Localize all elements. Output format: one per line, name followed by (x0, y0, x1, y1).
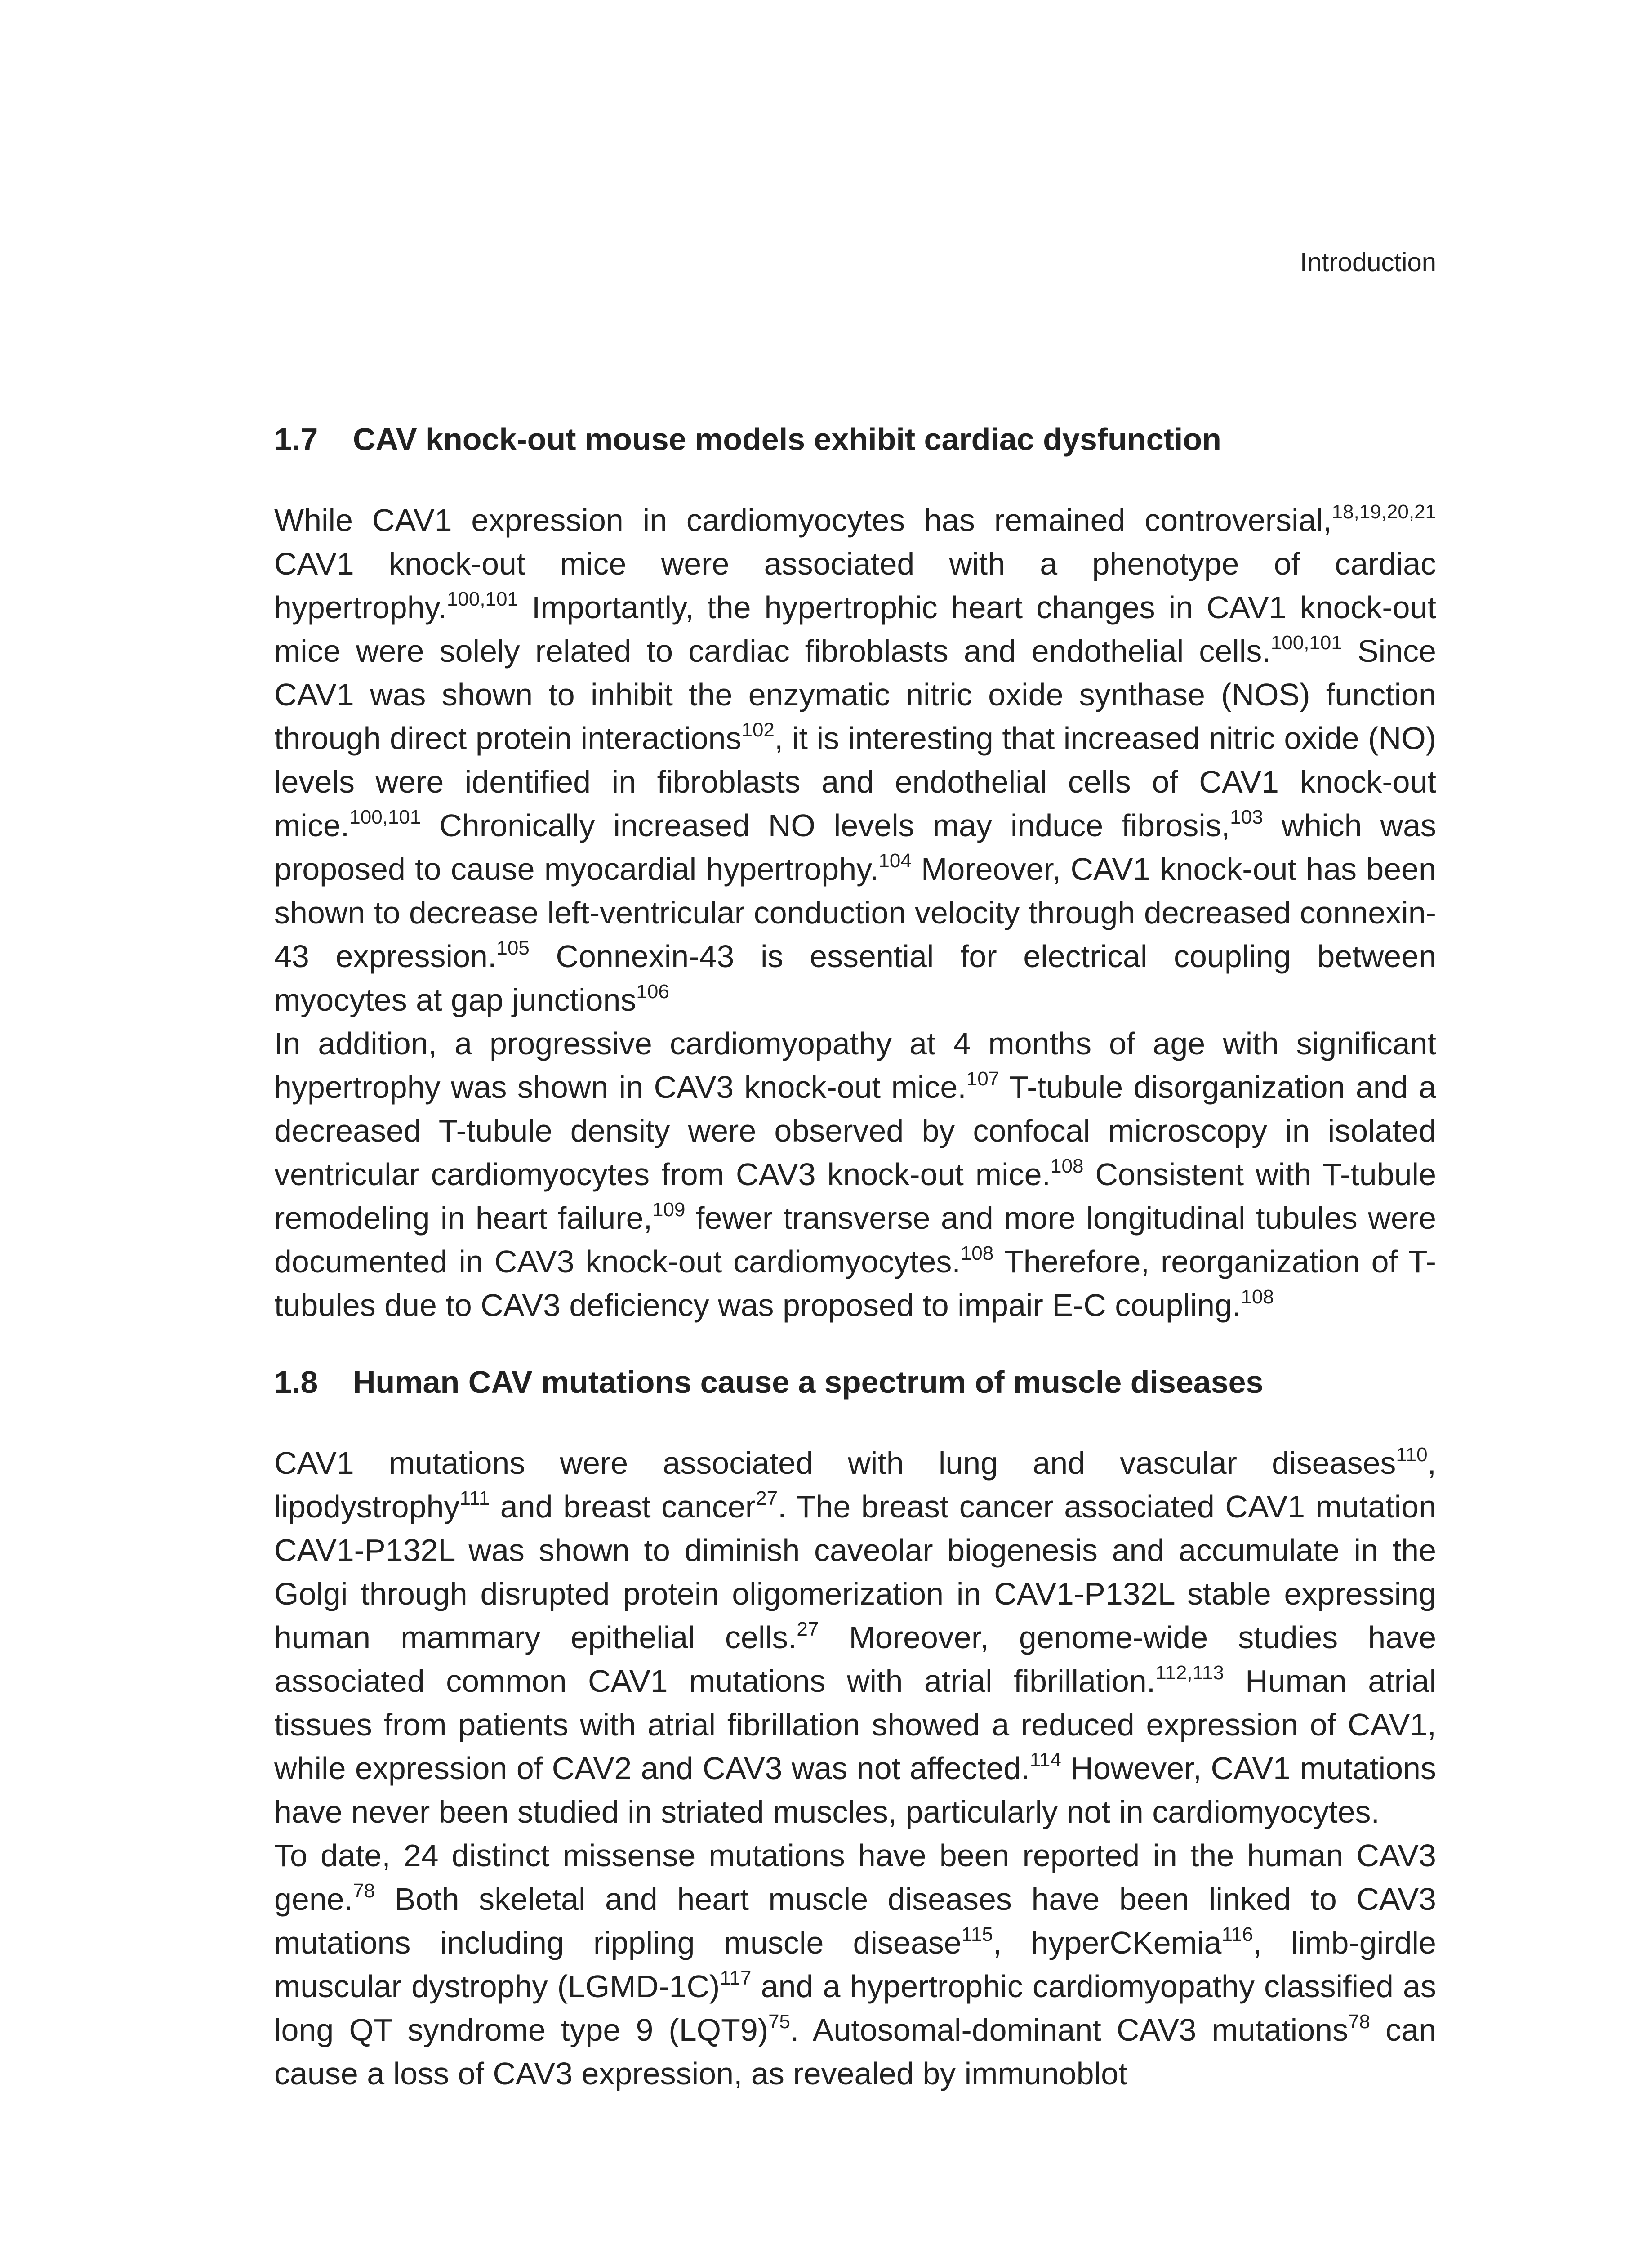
paragraph (274, 499, 1436, 1022)
text-run: Moreover, CAV1 knock-out has been shown to decrease left-ventricular conduction velocity through decreased connexin-43 expression. (274, 852, 1436, 974)
citation-marker: 115 (961, 1923, 993, 1945)
citation-marker: 18,19,20,21 (1331, 501, 1436, 523)
text-run: Chronically increased NO levels may induce fibrosis, (421, 808, 1230, 843)
section-number: 1.8 (274, 1365, 318, 1400)
section-heading (274, 420, 1436, 458)
text-run: , lipodystrophy (274, 1445, 1436, 1524)
text-run: , hyperCKemia (993, 1925, 1222, 1960)
text-run: In addition, a progressive cardiomyopathy at 4 months of age with significant hypertrophy was shown in CAV3 knock-out mice. (274, 1026, 1436, 1105)
section-title: CAV knock-out mouse models exhibit cardiac dysfunction (353, 422, 1221, 457)
citation-marker: 108 (1241, 1286, 1274, 1308)
citation-marker: 116 (1221, 1923, 1253, 1945)
text-run: Consistent with T-tubule remodeling in heart failure, (274, 1157, 1436, 1236)
citation-marker: 108 (1051, 1155, 1084, 1177)
text-run: and breast cancer (490, 1489, 756, 1524)
citation-marker: 100,101 (1270, 632, 1342, 654)
text-run: fewer transverse and more longitudinal tubules were documented in CAV3 knock-out cardiomyocytes. (274, 1200, 1436, 1279)
text-run: , limb-girdle muscular dystrophy (LGMD-1C) (274, 1925, 1436, 2004)
citation-marker: 111 (459, 1487, 490, 1509)
citation-marker: 106 (636, 981, 669, 1003)
citation-marker: 104 (878, 850, 912, 872)
citation-marker: 114 (1029, 1749, 1061, 1771)
running-header: Introduction (1300, 248, 1436, 277)
text-run: Moreover, genome-wide studies have associated common CAV1 mutations with atrial fibrillation. (274, 1620, 1437, 1699)
text-run: CAV1 mutations were associated with lung and vascular diseases (274, 1445, 1396, 1481)
text-run: However, CAV1 mutations have never been studied in striated muscles, particularly not in cardiomyocytes. (274, 1751, 1436, 1829)
citation-marker: 112,113 (1155, 1662, 1224, 1684)
citation-marker: 100,101 (446, 588, 518, 610)
page-body (274, 420, 1436, 2096)
text-run: can cause a loss of CAV3 expression, as revealed by immunoblot (274, 2012, 1436, 2091)
text-run: which was proposed to cause myocardial hypertrophy. (274, 808, 1437, 887)
citation-marker: 107 (966, 1068, 1000, 1090)
text-run: . The breast cancer associated CAV1 mutation CAV1-P132L was shown to diminish caveolar biogenesis and accumulate in the Golgi through disrupted protein oligomerization in CAV1-P132L stable expressing human mammary epithelial cells. (274, 1489, 1436, 1655)
citation-marker: 117 (720, 1967, 752, 1989)
text-run: While CAV1 expression in cardiomyocytes has remained controversial, (274, 503, 1332, 538)
section-heading (274, 1363, 1436, 1401)
text-run: Importantly, the hypertrophic heart changes in CAV1 knock-out mice were solely related to cardiac fibroblasts and endothelial cells. (274, 590, 1436, 669)
text-run: Therefore, reorganization of T-tubules due to CAV3 deficiency was proposed to impair E-C coupling. (274, 1244, 1436, 1323)
text-run: . Autosomal-dominant CAV3 mutations (790, 2012, 1349, 2047)
citation-marker: 27 (756, 1487, 778, 1509)
text-run: Connexin-43 is essential for electrical coupling between myocytes at gap junctions (274, 939, 1436, 1017)
paragraph (274, 1022, 1436, 1327)
citation-marker: 103 (1230, 806, 1263, 828)
citation-marker: 78 (353, 1880, 375, 1902)
text-run: CAV1 knock-out mice were associated with a phenotype of cardiac hypertrophy. (274, 546, 1436, 625)
paragraph (274, 1834, 1436, 2096)
section-number: 1.7 (274, 422, 318, 457)
citation-marker: 78 (1348, 2011, 1371, 2033)
citation-marker: 102 (741, 719, 775, 741)
text-run: Both skeletal and heart muscle diseases have been linked to CAV3 mutations including rippling muscle disease (274, 1882, 1436, 1960)
citation-marker: 27 (797, 1618, 819, 1640)
text-run: Since CAV1 was shown to inhibit the enzymatic nitric oxide synthase (NOS) function through direct protein interactions (274, 633, 1436, 756)
text-run: Human atrial tissues from patients with atrial fibrillation showed a reduced expression of CAV1, while expression of CAV2 and CAV3 was not affected. (274, 1664, 1436, 1786)
citation-marker: 109 (652, 1199, 686, 1221)
citation-marker: 110 (1396, 1444, 1428, 1466)
citation-marker: 105 (496, 937, 530, 959)
text-run: , it is interesting that increased nitric oxide (NO) levels were identified in fibroblasts and endothelial cells of CAV1 knock-out mice. (274, 721, 1436, 843)
citation-marker: 108 (960, 1242, 994, 1264)
citation-marker: 100,101 (349, 806, 421, 828)
section-title: Human CAV mutations cause a spectrum of muscle diseases (353, 1365, 1264, 1400)
text-run: and a hypertrophic cardiomyopathy classified as long QT syndrome type 9 (LQT9) (274, 1969, 1436, 2047)
text-run: To date, 24 distinct missense mutations have been reported in the human CAV3 gene. (274, 1838, 1436, 1917)
paragraph (274, 1441, 1436, 1834)
text-run: T-tubule disorganization and a decreased T-tubule density were observed by confocal microscopy in isolated ventricular cardiomyocytes from CAV3 knock-out mice. (274, 1070, 1436, 1192)
citation-marker: 75 (768, 2011, 791, 2033)
